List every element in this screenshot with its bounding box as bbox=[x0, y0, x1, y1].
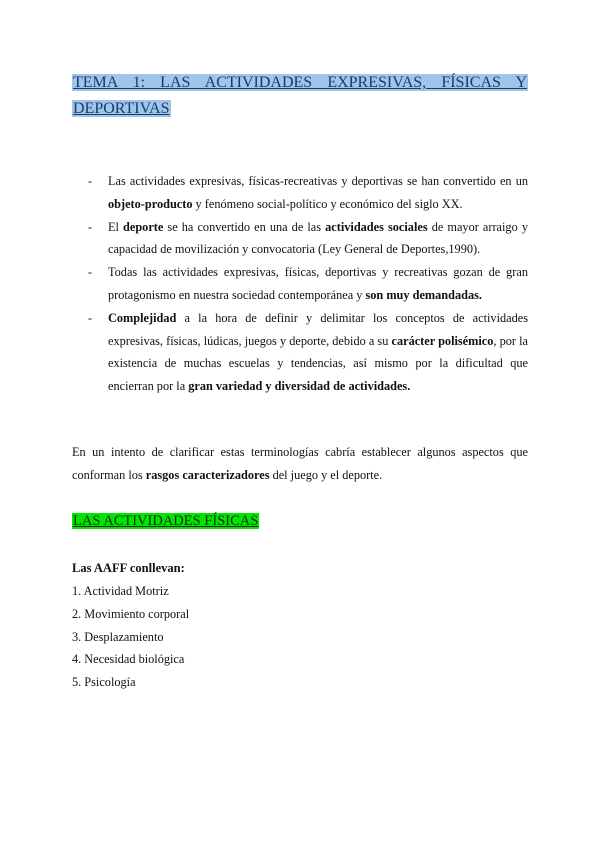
bullet-bold-text: son muy demandadas. bbox=[365, 287, 482, 302]
list-item: 3. Desplazamiento bbox=[72, 629, 164, 644]
section-title-text: LAS ACTIVIDADES FÍSICAS bbox=[73, 513, 259, 529]
bullet-text: de mayor arraigo y capacidad de movilización y convocatoria (Ley General de Deportes,1990). bbox=[108, 219, 528, 257]
list-item: 2. Movimiento corporal bbox=[72, 606, 190, 621]
bullet-dash: - bbox=[88, 219, 93, 234]
bullet-bold-text: objeto-producto bbox=[108, 196, 193, 211]
paragraph-text: En un intento de clarificar estas terminologías cabría establecer algunos aspectos que conforman los bbox=[72, 445, 528, 482]
bullet-text: Las actividades expresivas, físicas-recreativas y deportivas se han convertido en un bbox=[108, 174, 528, 188]
intro-paragraph bbox=[72, 441, 528, 487]
bullet-text: Todas las actividades expresivas, físicas, deportivas y recreativas gozan de gran protagonismo en nuestra sociedad contemporánea y bbox=[108, 265, 528, 302]
bullet-text: se ha convertido en una de las bbox=[163, 219, 326, 234]
list-item: 1. Actividad Motriz bbox=[72, 584, 169, 598]
document-title bbox=[72, 70, 528, 122]
bullet-item bbox=[88, 170, 528, 215]
numbered-list bbox=[72, 580, 189, 694]
bullet-item bbox=[88, 307, 528, 397]
bullet-bold-text: carácter polisémico bbox=[391, 333, 494, 348]
document-title-text: TEMA 1: LAS ACTIVIDADES EXPRESIVAS, FÍSICAS Y DEPORTIVAS bbox=[73, 74, 527, 117]
bullet-bold-text: deporte bbox=[123, 219, 164, 234]
bullet-item bbox=[88, 216, 528, 261]
bullet-dash: - bbox=[88, 174, 93, 188]
bullet-bold-text: gran variedad y diversidad de actividades. bbox=[188, 378, 411, 393]
bullet-text: El bbox=[108, 219, 124, 234]
list-item: 5. Psicología bbox=[72, 675, 136, 690]
bullet-dash: - bbox=[88, 311, 93, 326]
bullet-list bbox=[88, 170, 528, 398]
bullet-bold-text: actividades sociales bbox=[325, 219, 428, 234]
bullet-text: a la hora de definir y delimitar los conceptos de actividades expresivas, físicas, lúdicas, juegos y deporte, debido a su bbox=[108, 311, 528, 348]
bullet-text: y fenómeno social-político y económico del siglo XX. bbox=[192, 196, 463, 211]
bullet-bold-text: Complejidad bbox=[108, 311, 177, 326]
bullet-text: , por la existencia de muchas escuelas y tendencias, así mismo por la dificultad que encierran por la bbox=[108, 333, 528, 393]
list-item: 4. Necesidad biológica bbox=[72, 652, 185, 667]
bullet-dash: - bbox=[88, 265, 93, 280]
bullet-item bbox=[88, 261, 528, 306]
paragraph-text: del juego y el deporte. bbox=[269, 468, 383, 482]
section-title bbox=[72, 510, 259, 532]
paragraph-bold-text: rasgos caracterizadores bbox=[145, 468, 270, 482]
list-heading: Las AAFF conllevan: bbox=[72, 561, 185, 575]
